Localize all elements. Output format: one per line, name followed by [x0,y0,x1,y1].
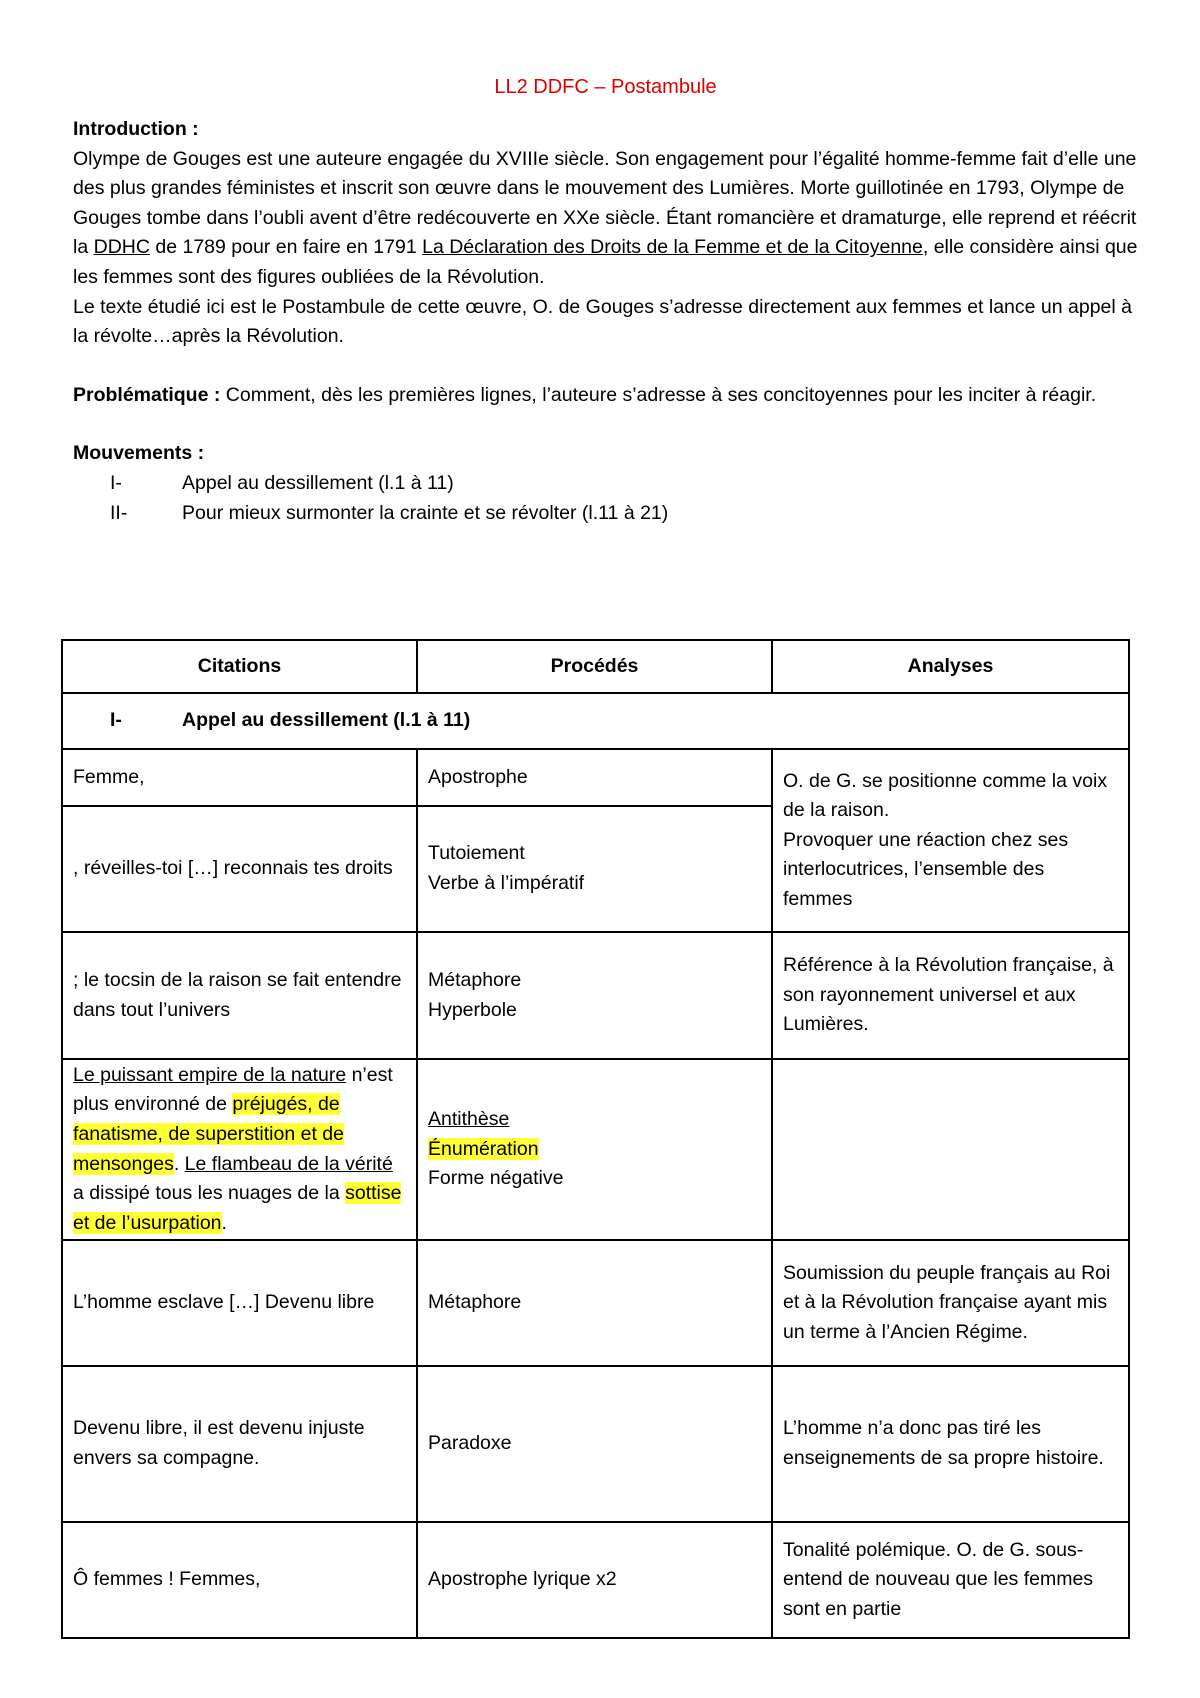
problematique-text: Comment, dès les premières lignes, l’auteure s’adresse à ses concitoyennes pour les inciter à réagir. [220,383,1097,406]
table-row [62,1240,1129,1366]
intro-text-2: Le texte étudié ici est le Postambule de cette œuvre, O. de Gouges s’adresse directement aux femmes et lance un appel à la révolte…après la Révolution. [73,295,1132,348]
analyse-cell [772,1059,1129,1240]
intro-paragraph [73,115,1138,352]
procede-cell: Antithèse Énumération Forme négative [417,1059,772,1240]
problematique [73,381,1138,411]
intro-text: de 1789 pour en faire en 1791 [149,236,423,259]
table-row [62,749,1129,806]
procede-cell: Tutoiement Verbe à l’impératif [417,806,772,932]
citation-cell: Ô femmes ! Femmes, [62,1522,417,1638]
table-header-row [62,640,1129,693]
citation-cell: Devenu libre, il est devenu injuste envers sa compagne. [62,1366,417,1522]
procede-cell: Apostrophe lyrique x2 [417,1522,772,1638]
procede-cell: Apostrophe [417,749,772,806]
mouvements-label: Mouvements : [73,442,205,465]
analyse-cell: L’homme n’a donc pas tiré les enseignements de sa propre histoire. [772,1366,1129,1522]
analyse-cell: Soumission du peuple français au Roi et à la Révolution française ayant mis un terme à l’Ancien Régime. [772,1240,1129,1366]
ddhc-ref: DDHC [93,236,150,259]
citation-cell: Le puissant empire de la nature n’est plus environné de préjugés, de fanatisme, de superstition et de mensonges. Le flambeau de la vérité a dissipé tous les nuages de la sottise et de l’usurpation. [62,1059,417,1240]
analyse-cell: O. de G. se positionne comme la voix de la raison. Provoquer une réaction chez ses interlocutrices, l’ensemble des femmes [772,749,1129,932]
table-row [62,932,1129,1059]
header-citations: Citations [62,640,417,693]
procede-cell: Métaphore [417,1240,772,1366]
page-title: LL2 DDFC – Postambule [494,76,717,98]
header-analyses: Analyses [772,640,1129,693]
intro-text: Olympe de Gouges est une auteure engagée du XVIIIe siècle. Son engagement pour l’égalité homme-femme fait d’elle une des plus grandes féministes et inscrit son œuvre dans le mouvement des Lumières. Morte guillotinée en 1793, Olympe de Gouges tombe dans l’oubli avent d’être redécouverte en XXe siècle. Étant romancière et dramaturge, elle reprend et réécrit la [73,147,1137,259]
analyse-cell: Référence à la Révolution française, à son rayonnement universel et aux Lumières. [772,932,1129,1059]
citation-cell: ; le tocsin de la raison se fait entendre dans tout l’univers [62,932,417,1059]
problematique-label: Problématique : [73,383,221,406]
analysis-table [61,639,1130,1639]
work-title: La Déclaration des Droits de la Femme et de la Citoyenne [422,236,923,259]
document-page [73,72,1138,528]
table-row [62,1059,1129,1240]
analyse-cell: Tonalité polémique. O. de G. sous-entend de nouveau que les femmes sont en partie [772,1522,1129,1638]
procede-cell: Métaphore Hyperbole [417,932,772,1059]
citation-cell: Femme, [62,749,417,806]
citation-cell: , réveilles-toi […] reconnais tes droits [62,806,417,932]
intro-text: , elle considère ainsi que les femmes sont des figures oubliées de la Révolution. [73,236,1138,288]
header-procedes: Procédés [417,640,772,693]
table-row [62,1522,1129,1638]
intro-label: Introduction : [73,118,199,140]
procede-cell: Paradoxe [417,1366,772,1522]
mouvement-item: II- Pour mieux surmonter la crainte et se révolter (l.11 à 21) [110,501,669,524]
table-row [62,1366,1129,1522]
mouvement-item: I- Appel au dessillement (l.1 à 11) [110,471,454,494]
citation-cell: L’homme esclave […] Devenu libre [62,1240,417,1366]
section-row: I- Appel au dessillement (l.1 à 11) [62,693,1129,749]
